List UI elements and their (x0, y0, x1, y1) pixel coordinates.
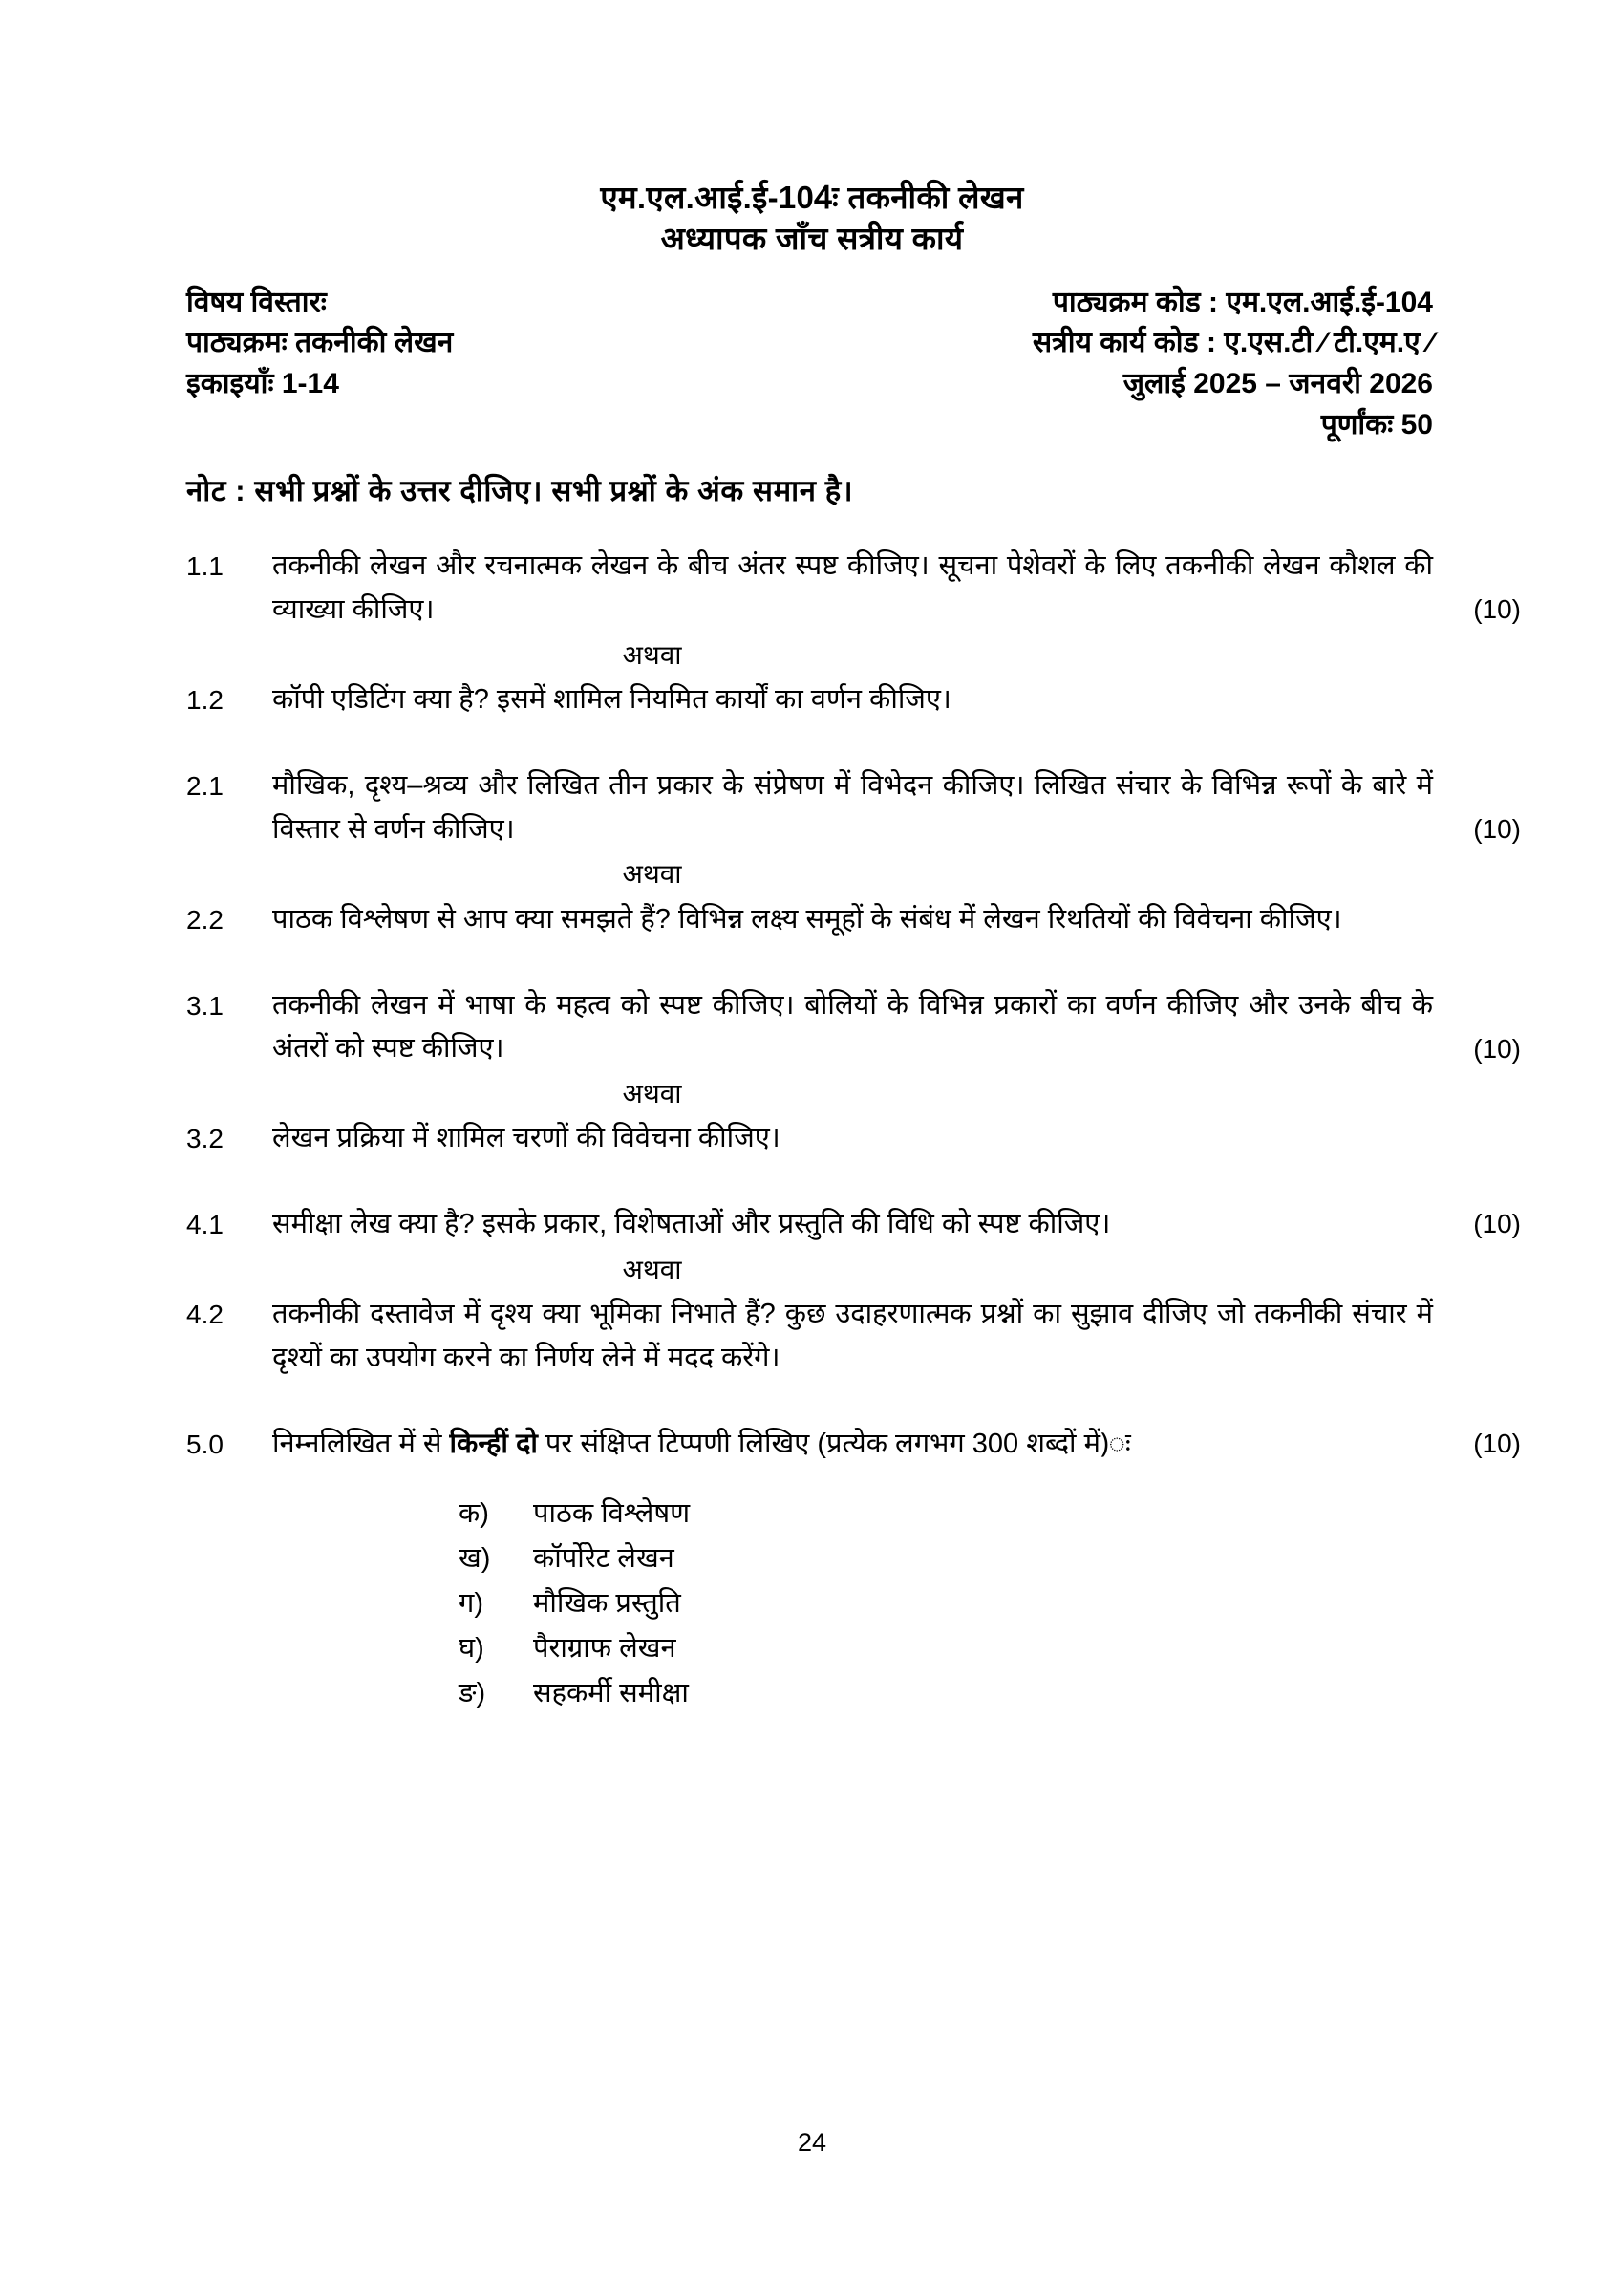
question-text: पाठक विश्लेषण से आप क्या समझते हैं? विभिन्न लक्ष्य समूहों के संबंध में लेखन रिथतियों की विवेचना कीजिए। (272, 903, 1342, 935)
sub-item-label: ग) (459, 1587, 483, 1619)
sub-item-label: ख) (459, 1542, 491, 1574)
sub-item-label: क) (459, 1497, 489, 1529)
question-text: लेखन प्रक्रिया में शामिल चरणों की विवेचना कीजिए। (272, 1123, 780, 1154)
question5-text-after: पर संक्षिप्त टिप्पणी लिखिए (प्रत्येक लगभग 300 शब्दों में)ः (537, 1428, 1131, 1459)
question-text: तकनीकी लेखन में भाषा के महत्व को स्पष्ट कीजिए। बोलियों के विभिन्न प्रकारों का वर्णन कीजिए और उनके बीच के अंतरों को स्पष्ट कीजिए। (272, 989, 1433, 1065)
assignment-title-line: अध्यापक जाँच सत्रीय कार्य (660, 220, 964, 256)
question5-text-before: निम्नलिखित में से (272, 1428, 450, 1459)
assignment-page (0, 178, 1624, 2280)
question5-bold-phrase: किन्हीं दो (449, 1428, 538, 1459)
question-body (272, 984, 1521, 1072)
question-body (272, 678, 1433, 722)
question-body (272, 898, 1433, 942)
question-body (272, 764, 1521, 852)
question-text: मौखिक, दृश्य–श्रव्य और लिखित तीन प्रकार के संप्रेषण में विभेदन कीजिए। लिखित संचार के विभिन्न रूपों के बारे में विस्तार से वर्णन कीजिए। (272, 769, 1433, 845)
question-row (186, 1293, 1433, 1381)
list-item (459, 1671, 1433, 1716)
list-item (459, 1626, 1433, 1671)
session-dates-label: जुलाई 2025 – जनवरी 2026 (1122, 367, 1433, 399)
question-marks: (10) (1473, 1428, 1521, 1458)
sub-item-text: पैराग्राफ लेखन (533, 1632, 676, 1664)
question-row (186, 1203, 1521, 1247)
list-item (459, 1492, 1433, 1537)
course-name-label: पाठ्यक्रमः तकनीकी लेखन (186, 327, 454, 359)
question-number: 2.2 (186, 904, 224, 935)
subject-scope-label: विषय विस्तारः (186, 286, 327, 318)
question-row (186, 1423, 1521, 1467)
question-number: 1.2 (186, 685, 224, 716)
course-code-label: पाठ्यक्रम कोड : एम.एल.आई.ई-104 (1052, 286, 1433, 318)
question-number: 4.1 (186, 1210, 224, 1240)
question-marks: (10) (1473, 594, 1521, 625)
course-title-line: एम.एल.आई.ई-104ः तकनीकी लेखन (600, 180, 1024, 215)
sub-item-label: ङ) (459, 1677, 486, 1709)
question-text (272, 1423, 1433, 1467)
question-body (272, 1117, 1433, 1161)
question-row (186, 545, 1521, 633)
question-number: 5.0 (186, 1429, 224, 1459)
question-body (272, 1203, 1521, 1247)
question-body (272, 1423, 1521, 1467)
total-marks-label: पूर्णांकः 50 (1320, 408, 1433, 441)
alternative-separator: अथवा (622, 859, 682, 890)
page-title (0, 178, 1624, 260)
sub-item-text: कॉर्पोरेट लेखन (533, 1542, 674, 1574)
question-marks: (10) (1473, 1033, 1521, 1064)
question-number: 2.1 (186, 770, 224, 801)
list-item (459, 1581, 1433, 1626)
question-row (186, 984, 1521, 1072)
question-marks: (10) (1473, 1209, 1521, 1239)
question-text: समीक्षा लेख क्या है? इसके प्रकार, विशेषताओं और प्रस्तुति की विधि को स्पष्ट कीजिए। (272, 1209, 1111, 1240)
alternative-separator: अथवा (622, 1254, 682, 1284)
question-body (272, 545, 1521, 633)
header-meta-right (1033, 283, 1433, 445)
question-row (186, 1117, 1433, 1161)
question-text: तकनीकी दस्तावेज में दृश्य क्या भूमिका निभाते हैं? कुछ उदाहरणात्मक प्रश्नों का सुझाव दीजिए जो तकनीकी संचार में दृश्यों का उपयोग करने का निर्णय लेने में मदद करेंगे। (272, 1299, 1433, 1374)
header-meta-left (186, 283, 453, 405)
sub-item-label: घ) (459, 1632, 484, 1664)
assignment-code-label: सत्रीय कार्य कोड : ए.एस.टी ⁄ टी.एम.ए ⁄ (1032, 327, 1433, 359)
list-item (459, 1537, 1433, 1581)
question-row (186, 678, 1433, 722)
sub-item-text: पाठक विश्लेषण (533, 1497, 691, 1529)
sub-item-text: मौखिक प्रस्तुति (533, 1587, 681, 1619)
question-body (272, 1293, 1433, 1381)
question-row (186, 764, 1521, 852)
question-number: 3.1 (186, 990, 224, 1021)
question-text: कॉपी एडिटिंग क्या है? इसमें शामिल नियमित कार्यों का वर्णन कीजिए। (272, 684, 951, 716)
page-footer (0, 2128, 1624, 2158)
question-number: 3.2 (186, 1124, 224, 1154)
question-text: तकनीकी लेखन और रचनात्मक लेखन के बीच अंतर स्पष्ट कीजिए। सूचना पेशेवरों के लिए तकनीकी लेखन कौशल की व्याख्या कीजिए। (272, 550, 1433, 625)
question-marks: (10) (1473, 813, 1521, 844)
instructions-note: नोट : सभी प्रश्नों के उत्तर दीजिए। सभी प्रश्नों के अंक समान है। (186, 474, 854, 508)
units-label: इकाइयाँः 1-14 (186, 367, 339, 399)
header-meta (0, 283, 1624, 445)
sub-item-text: सहकर्मी समीक्षा (533, 1677, 689, 1709)
alternative-separator: अथवा (622, 639, 682, 670)
page-number: 24 (797, 2128, 827, 2157)
question-number: 1.1 (186, 551, 224, 582)
alternative-separator: अथवा (622, 1079, 682, 1109)
question-row (186, 898, 1433, 942)
question-number: 4.2 (186, 1300, 224, 1330)
question-list (0, 545, 1624, 1715)
question5-sub-items (186, 1492, 1433, 1716)
